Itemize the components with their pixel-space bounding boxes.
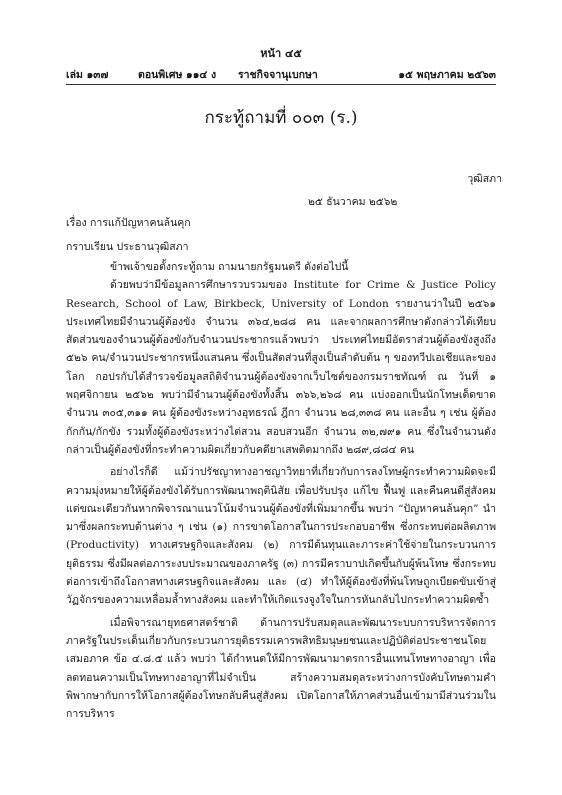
gazette-header bbox=[66, 66, 496, 82]
volume-label: เล่ม ๑๓๗ bbox=[66, 69, 109, 81]
gazette-date: ๑๕ พฤษภาคม ๒๕๖๓ bbox=[398, 69, 496, 81]
salutation: กราบเรียน ประธานวุฒิสภา bbox=[66, 241, 189, 253]
gazette-name: ราชกิจจานุเบกษา bbox=[238, 69, 318, 81]
paragraph-strategy: เมื่อพิจารณายุทธศาสตร์ชาติ ด้านการปรับสมดุลและพัฒนาระบบการบริหารจัดการภาครัฐในประเด็นเกี่ยวกับกระบวนการยุติธรรมเคารพสิทธิมนุษยชนและปฏิบัติต่อประชาชนโดยเสมอภาค ข้อ ๔.๘.๕ แล้ว พบว่า ได้กำหนดให้มีการพัฒนามาตรการอื่นแทนโทษทางอาญา เพื่อลดทอนความเป็นโทษทางอาญาที่ไม่จำเป็น สร้างความสมดุลระหว่างการบังคับโทษตามคำพิพากษากับการให้โอกาสผู้ต้องโทษกลับคืนสู่สังคม เปิดโอกาสให้ภาคส่วนอื่นเข้ามามีส่วนร่วมในการบริหาร bbox=[66, 616, 496, 721]
recipient: วุฒิสภา bbox=[467, 173, 502, 185]
paragraph-statistics: ด้วยพบว่ามีข้อมูลการศึกษารวบรวมของ Institute for Crime & Justice Policy Research, School of Law, Birkbeck, University of London รายงานว่าในปี ๒๕๖๑ ประเทศไทยมีจำนวนผู้ต้องขัง จำนวน ๓๖๔,๒๘๘ คน และจากผลการศึกษาดังกล่าวได้เทียบสัดส่วนของจำนวนผู้ต้องขังกับจำนวนประชากรแล้วพบว่า ประเทศไทยมีอัตราส่วนผู้ต้องขังสูงถึง ๕๒๖ คน/จำนวนประชากรหนึ่งแสนคน ซึ่งเป็นสัดส่วนที่สูงเป็นลำดับต้น ๆ ของทวีปเอเชียและของโลก กอปรกับได้สำรวจข้อมูลสถิติจำนวนผู้ต้องขังจากเว็บไซต์ของกรมราชทัณฑ์ ณ วันที่ ๑ พฤศจิกายน ๒๕๖๒ พบว่ามีจำนวนผู้ต้องขังทั้งสิ้น ๓๖๖,๒๖๘ คน แบ่งออกเป็นนักโทษเด็ดขาด จำนวน ๓๐๕,๓๑๑ คน ผู้ต้องขังระหว่างอุทธรณ์ ฎีกา จำนวน ๒๘,๓๓๘ คน และอื่น ๆ เช่น ผู้ต้องกักกัน/กักขัง รวมทั้งผู้ต้องขังระหว่างไต่สวน สอบสวนอีก จำนวน ๓๒,๗๙๑ คน ซึ่งในจำนวนดังกล่าวเป็นผู้ต้องขังที่กระทำความผิดเกี่ยวกับคดียาเสพติดมากถึง ๒๘๙,๘๘๔ คน bbox=[66, 279, 496, 456]
letter-body bbox=[66, 258, 496, 723]
document-title: กระทู้ถามที่ ๐๐๓ (ร.) bbox=[204, 108, 358, 128]
subject-line: เรื่อง การแก้ปัญหาคนล้นคุก bbox=[66, 217, 191, 229]
paragraph-impacts: อย่างไรก็ดี แม้ว่าปรัชญาทางอาชญาวิทยาที่เกี่ยวกับการลงโทษผู้กระทำความผิดจะมีความมุ่งหมายให้ผู้ต้องขังได้รับการพัฒนาพฤตินิสัย เพื่อปรับปรุง แก้ไข ฟื้นฟู และคืนคนดีสู่สังคม แต่ขณะเดียวกันหากพิจารณาแนวโน้มจำนวนผู้ต้องขังที่เพิ่มมากขึ้น พบว่า “ปัญหาคนล้นคุก” นำมาซึ่งผลกระทบด้านต่าง ๆ เช่น (๑) การขาดโอกาสในการประกอบอาชีพ ซึ่งกระทบต่อผลิตภาพ (Productivity) ทางเศรษฐกิจและสังคม (๒) การมีต้นทุนและภาระค่าใช้จ่ายในกระบวนการยุติธรรม ซึ่งมีผลต่อภาระงบประมาณของภาครัฐ (๓) การมีคราบาปเกิดขึ้นกับผู้พ้นโทษ ซึ่งกระทบต่อการเข้าถึงโอกาสทางเศรษฐกิจและสังคม และ (๔) ทำให้ผู้ต้องขังที่พ้นโทษถูกเบียดขับเข้าสู่วัฏจักรของความเหลื่อมล้ำทางสังคม และทำให้เกิดแรงจูงใจในการหันกลับไปกระทำความผิดซ้ำ bbox=[66, 466, 496, 607]
header-divider bbox=[66, 84, 496, 85]
paragraph-intro: ข้าพเจ้าขอตั้งกระทู้ถาม ถามนายกรัฐมนตรี ดังต่อไปนี้ bbox=[110, 261, 349, 273]
page-number: หน้า ๔๕ bbox=[260, 47, 302, 60]
letter-date: ๒๕ ธันวาคม ๒๕๖๒ bbox=[308, 196, 398, 208]
issue-label: ตอนพิเศษ ๑๑๔ ง bbox=[138, 69, 217, 81]
